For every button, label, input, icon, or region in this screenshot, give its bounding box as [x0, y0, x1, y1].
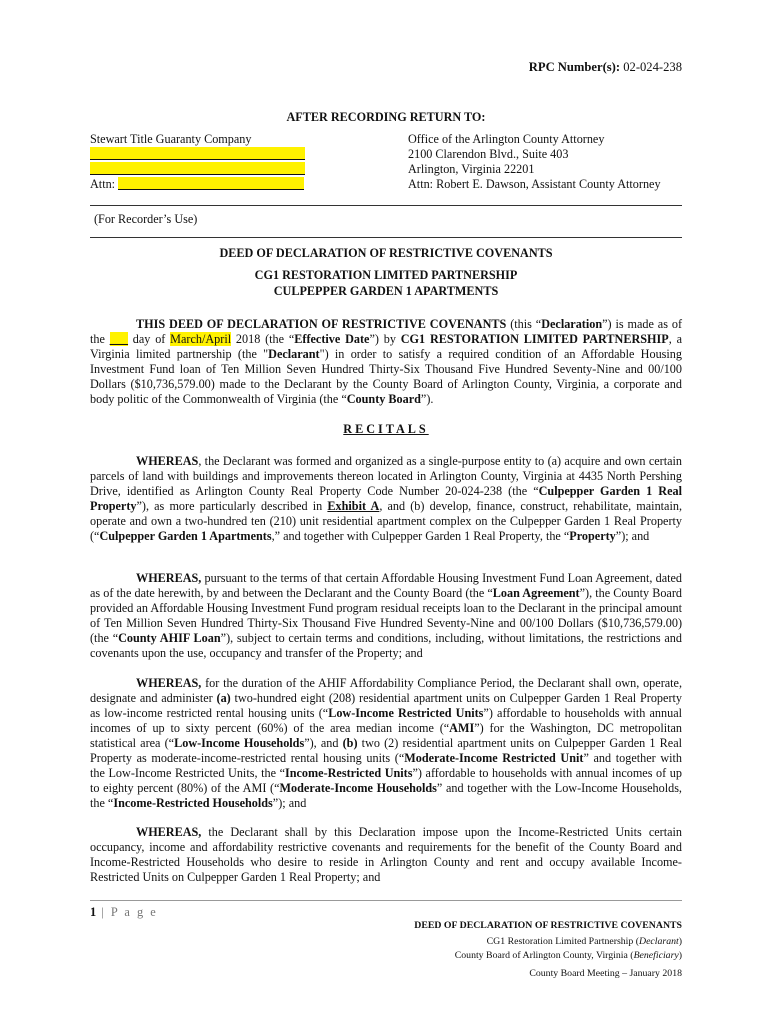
footer-meeting: County Board Meeting – January 2018 — [529, 968, 682, 979]
attn-blank-line[interactable] — [118, 177, 304, 190]
document-title: DEED OF DECLARATION OF RESTRICTIVE COVENANTS — [219, 246, 553, 260]
footer-declarant: CG1 Restoration Limited Partnership (Declarant) — [486, 936, 682, 947]
recital-paragraph-4: WHEREAS, the Declarant shall by this Declaration impose upon the Income-Restricted Units certain occupancy, income and affordability restrictive covenants and requirements for the benefit of the County Board and Income-Restricted Households who desire to reside in Arlington County and rent and occupy available Income-Restricted Units on Culpepper Garden 1 Real Property; and — [90, 825, 682, 884]
blank-line[interactable] — [90, 162, 305, 175]
intro-paragraph: THIS DEED OF DECLARATION OF RESTRICTIVE COVENANTS (this “Declaration”) is made as of the ___ day of March/April 2018 (the “Effective Date”) by CG1 RESTORATION LIMITED PARTNERSHIP, a Virginia limited partnership (the "Declarant") in order to satisfy a required condition of an Affordable Housing Investment Fund loan of Ten Million Seven Hundred Thirty-Six Thousand Five Hundred Seventy-Nine and 00/100 Dollars ($10,736,579.00) made to the Declarant by the County Board of Arlington County, Virginia, a corporate and body politic of the Commonwealth of Virginia (the “County Board”). — [90, 317, 682, 406]
divider — [90, 205, 682, 206]
document-page — [90, 0, 682, 1024]
footer-title: DEED OF DECLARATION OF RESTRICTIVE COVENANTS — [414, 920, 682, 931]
month-highlight: March/April — [170, 332, 232, 346]
exhibit-a-reference: Exhibit A — [327, 499, 380, 513]
day-blank[interactable]: ___ — [109, 332, 128, 346]
divider — [90, 237, 682, 238]
blank-line[interactable] — [90, 147, 305, 160]
return-address-right: Office of the Arlington County Attorney 2100 Clarendon Blvd., Suite 403 Arlington, Virginia 22201 Attn: Robert E. Dawson, Assistant County Attorney — [408, 132, 661, 191]
return-to-heading: AFTER RECORDING RETURN TO: — [286, 110, 486, 124]
return-address-left: Stewart Title Guaranty Company Attn: — [90, 132, 320, 192]
rpc-number: RPC Number(s): 02-024-238 — [528, 60, 682, 74]
footer-divider — [90, 900, 682, 901]
recital-paragraph-3: WHEREAS, for the duration of the AHIF Affordability Compliance Period, the Declarant shall own, operate, designate and administer (a) two-hundred eight (208) residential apartment units on Culpepper Garden 1 Real Property as low-income restricted rental housing units (“Low-Income Restricted Units”) affordable to households with annual incomes of up to sixty percent (60%) of the area median income (“AMI”) for the Washington, DC metropolitan statistical area (“Low-Income Households”), and (b) two (2) residential apartment units on Culpepper Garden 1 Real Property as moderate-income-restricted rental housing units (“Moderate-Income Restricted Unit” and together with the Low-Income Restricted Units, the “Income-Restricted Units”) affordable to households with annual incomes of up to eighty percent (80%) of the AMI (“Moderate-Income Households” and together with the Low-Income Households, the “Income-Restricted Households”); and — [90, 676, 683, 810]
recital-paragraph-1: WHEREAS, the Declarant was formed and organized as a single-purpose entity to (a) acquire and own certain parcels of land with buildings and improvements thereon located in Arlington County, Virginia at 4435 North Pershing Drive, identified as Arlington County Real Property Code Number 20-024-238 (the “Culpepper Garden 1 Real Property”), as more particularly described in Exhibit A, and (b) develop, finance, construct, rehabilitate, maintain, operate and own a two-hundred ten (210) unit residential apartment complex on the Culpepper Garden 1 Real Property (“Culpepper Garden 1 Apartments,” and together with Culpepper Garden 1 Real Property, the “Property”); and — [90, 454, 682, 543]
property-title: CULPEPPER GARDEN 1 APARTMENTS — [273, 284, 499, 298]
recitals-heading: RECITALS — [343, 422, 429, 436]
footer-beneficiary: County Board of Arlington County, Virginia (Beneficiary) — [454, 950, 682, 961]
recorder-use-label: (For Recorder’s Use) — [94, 212, 198, 226]
recital-paragraph-2: WHEREAS, pursuant to the terms of that certain Affordable Housing Investment Fund Loan Agreement, dated as of the date herewith, by and between the Declarant and the County Board (the “Loan Agreement”), the County Board provided an Affordable Housing Investment Fund program residual receipts loan to the Declarant in the principal amount of Ten Million Seven Hundred Thirty-Six Thousand Five Hundred Seventy-Nine and 00/100 Dollars ($10,736,579.00) (the “County AHIF Loan”), subject to certain terms and conditions, including, without limitations, the restrictions and covenants upon the use, occupancy and transfer of the Property; and — [90, 571, 682, 660]
party-title: CG1 RESTORATION LIMITED PARTNERSHIP — [254, 268, 518, 282]
page-number: 1 | P a g e — [90, 905, 158, 919]
